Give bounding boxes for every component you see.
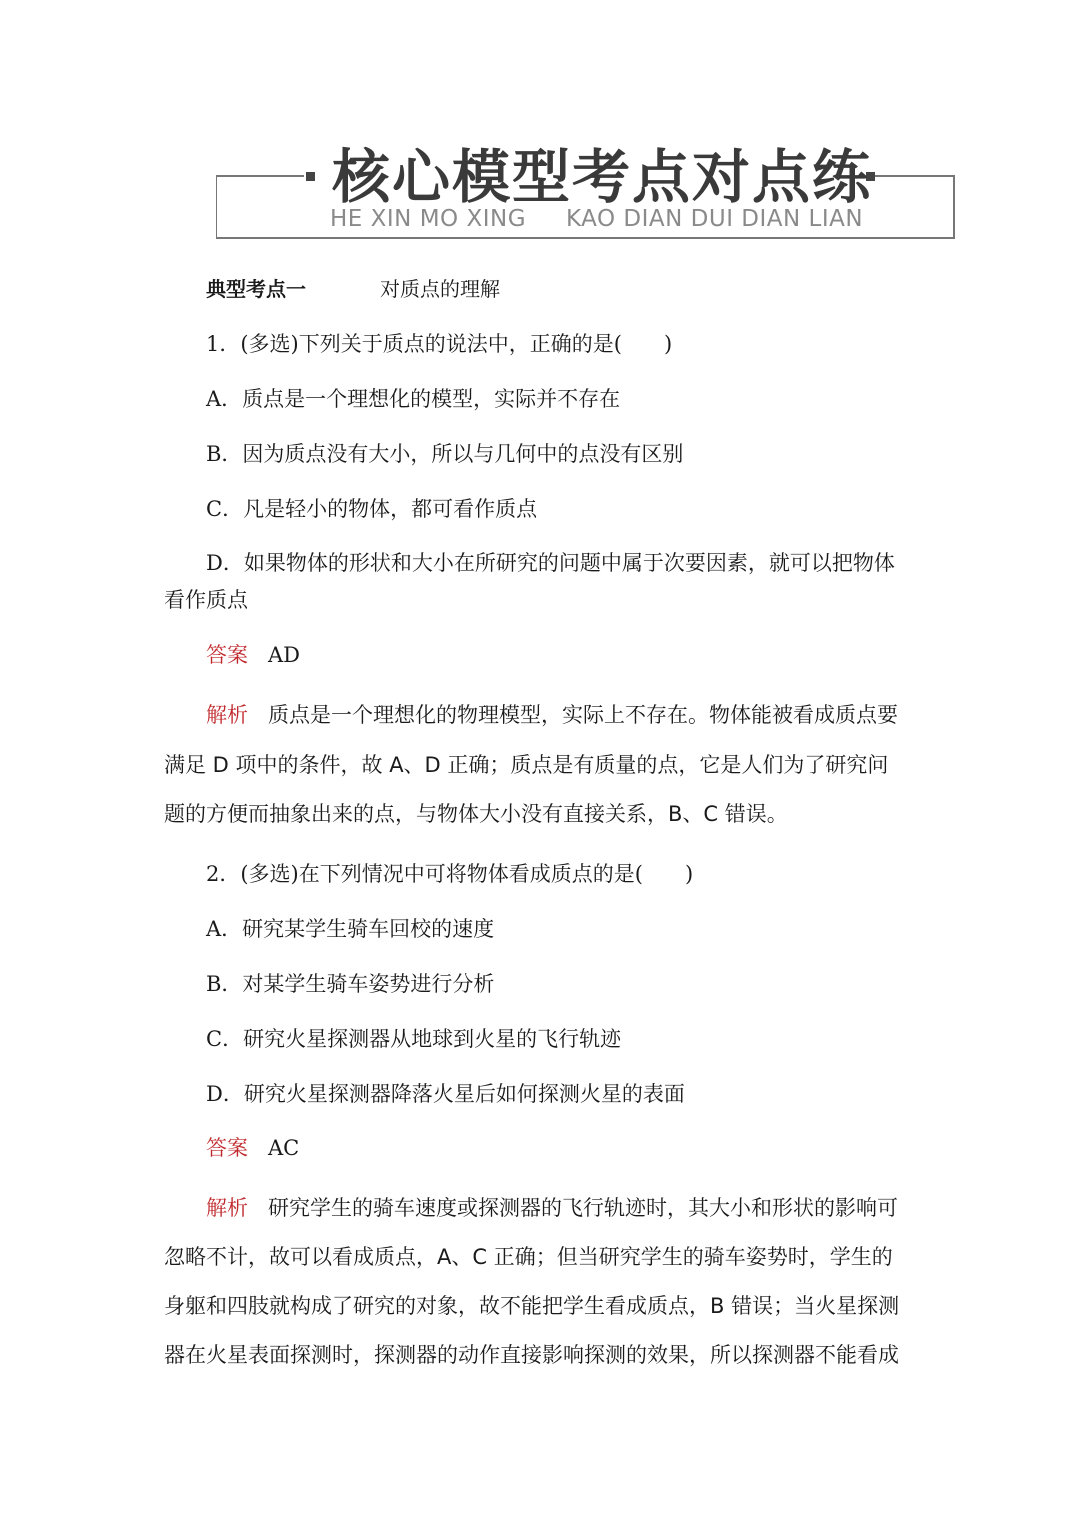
q1-analysis-label: 解析 — [206, 703, 248, 727]
q2-analysis-line2: 忽略不计，故可以看成质点，A、C 正确；但当研究学生的骑车姿势时，学生的 — [164, 1245, 893, 1269]
q2-analysis-line1 — [206, 1194, 898, 1222]
q1-analysis-text1: 质点是一个理想化的物理模型，实际上不存在。物体能被看成质点要 — [268, 703, 898, 727]
q2-analysis-line4: 器在火星表面探测时，探测器的动作直接影响探测的效果，所以探测器不能看成 — [164, 1343, 899, 1367]
q2-stem: 2．(多选)在下列情况中可将物体看成质点的是( ) — [206, 862, 694, 886]
q2-analysis-text1: 研究学生的骑车速度或探测器的飞行轨迹时，其大小和形状的影响可 — [268, 1196, 898, 1220]
q2-analysis-label: 解析 — [206, 1196, 248, 1220]
q1-option-d-line1: D．如果物体的形状和大小在所研究的问题中属于次要因素，就可以把物体 — [206, 551, 895, 575]
section-label: 典型考点一 — [206, 277, 306, 301]
q2-option-b: B．对某学生骑车姿势进行分析 — [206, 972, 495, 996]
q2-option-c: C．研究火星探测器从地球到火星的飞行轨迹 — [206, 1027, 622, 1051]
q1-option-d-line2: 看作质点 — [164, 588, 248, 612]
banner-square-left — [306, 172, 315, 181]
q2-option-a: A．研究某学生骑车回校的速度 — [206, 917, 495, 941]
banner-pinyin-left: HE XIN MO XING — [330, 206, 527, 232]
q1-answer — [206, 641, 300, 669]
q1-analysis-line3: 题的方便而抽象出来的点，与物体大小没有直接关系，B、C 错误。 — [164, 802, 788, 826]
q1-option-b: B．因为质点没有大小，所以与几何中的点没有区别 — [206, 442, 684, 466]
q1-analysis-line1 — [206, 701, 898, 729]
q2-answer — [206, 1134, 299, 1162]
q2-analysis-line3: 身躯和四肢就构成了研究的对象，故不能把学生看成质点，B 错误；当火星探测 — [164, 1294, 900, 1318]
banner-pinyin-right: KAO DIAN DUI DIAN LIAN — [566, 206, 864, 232]
section-banner — [216, 132, 956, 240]
q1-answer-value: AD — [268, 643, 301, 667]
q1-option-c: C．凡是轻小的物体，都可看作质点 — [206, 497, 538, 521]
banner-title-right: 考点对点练 — [572, 143, 873, 211]
q2-answer-value: AC — [268, 1136, 300, 1160]
q1-stem: 1．(多选)下列关于质点的说法中，正确的是( ) — [206, 332, 673, 356]
banner-title-left: 核心模型 — [332, 143, 573, 211]
q1-analysis-line2: 满足 D 项中的条件，故 A、D 正确；质点是有质量的点，它是人们为了研究问 — [164, 753, 889, 777]
q2-answer-label: 答案 — [206, 1136, 248, 1160]
q2-option-d: D．研究火星探测器降落火星后如何探测火星的表面 — [206, 1082, 685, 1106]
section-topic: 对质点的理解 — [380, 277, 500, 301]
q1-answer-label: 答案 — [206, 643, 248, 667]
q1-option-a: A．质点是一个理想化的模型，实际并不存在 — [206, 387, 621, 411]
